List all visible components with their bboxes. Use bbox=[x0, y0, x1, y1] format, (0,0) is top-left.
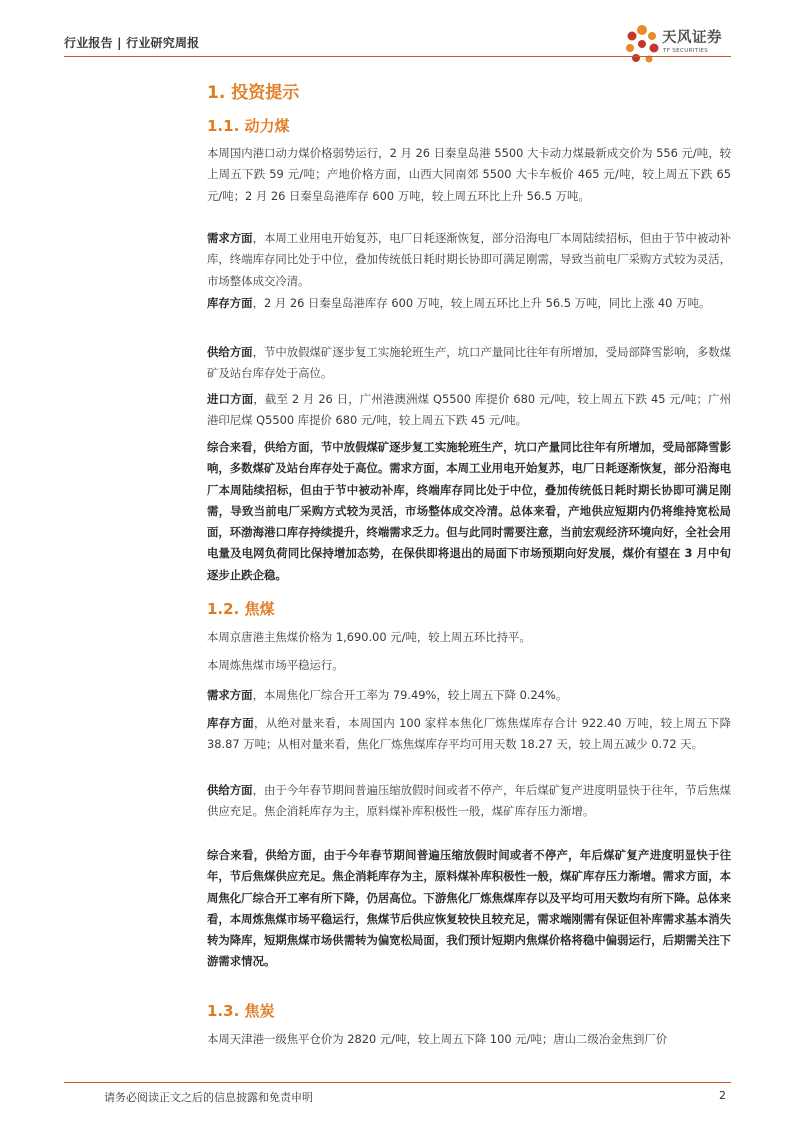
logo-chinese-name: 天风证券 bbox=[662, 30, 722, 46]
import-text: ，截至 2 月 26 日，广州港澳洲煤 Q5500 库提价 680 元/吨，较上周五下跌 45 元/吨；广州港印尼煤 Q5500 库提价 680 元/吨，较上周五下跌 45 元/吨。 bbox=[207, 392, 731, 428]
inventory-label: 库存方面 bbox=[207, 296, 253, 310]
subsection-coking-coal-title: 1.2. 焦煤 bbox=[207, 600, 275, 618]
thermal-coal-inventory-paragraph bbox=[207, 293, 731, 314]
coking-coal-inventory-paragraph bbox=[207, 713, 731, 756]
thermal-coal-summary-paragraph: 综合来看，供给方面，节中放假煤矿逐步复工实施轮班生产，坑口产量同比往年有所增加，受局部降雪影响，多数煤矿及站台库存处于高位。需求方面，本周工业用电开始复苏，电厂日耗逐渐恢复，部分沿海电厂本周陆续招标，但由于节中被动补库，终端库存同比处于中位，叠加传统低日耗时期长协即可满足刚需，导致当前电厂采购方式较为灵活，市场整体成交冷清。总体来看，产地供应短期内仍将维持宽松局面，环渤海港口库存持续提升，终端需求乏力。但与此同时需要注意，当前宏观经济环境向好，全社会用电量及电网负荷同比保持增加态势，在保供即将退出的局面下市场预期向好发展，煤价有望在 3 月中旬逐步止跌企稳。 bbox=[207, 440, 731, 582]
inventory-label: 库存方面 bbox=[207, 716, 255, 730]
logo-flower-icon bbox=[622, 22, 662, 66]
demand-text: ，本周焦化厂综合开工率为 79.49%，较上周五下降 0.24%。 bbox=[252, 688, 568, 702]
thermal-coal-import-paragraph bbox=[207, 389, 731, 432]
import-label: 进口方面 bbox=[207, 392, 254, 406]
logo-english-name: TF SECURITIES bbox=[663, 48, 709, 54]
demand-label: 需求方面 bbox=[207, 688, 253, 702]
supply-label: 供给方面 bbox=[207, 345, 253, 359]
section-title: 1. 投资提示 bbox=[207, 83, 300, 103]
thermal-coal-demand-paragraph bbox=[207, 228, 731, 292]
tf-securities-logo bbox=[622, 22, 734, 66]
supply-text: ，由于今年春节期间普遍压缩放假时间或者不停产，年后煤矿复产进度明显快于往年，节后焦煤供应充足。焦企消耗库存为主，原料煤补库积极性一般，煤矿库存压力渐增。 bbox=[207, 783, 731, 819]
footer-disclaimer: 请务必阅读正文之后的信息披露和免责申明 bbox=[104, 1091, 313, 1104]
inventory-text: ，从绝对量来看，本周国内 100 家样本焦化厂炼焦煤库存合计 922.40 万吨，较上周五下降 38.87 万吨；从相对量来看，焦化厂炼焦煤库存平均可用天数 18.27 天，较上周五减少 0.72 天。 bbox=[207, 716, 731, 752]
coking-coal-market-paragraph: 本周炼焦煤市场平稳运行。 bbox=[207, 658, 344, 672]
coking-coal-supply-paragraph bbox=[207, 780, 731, 823]
demand-label: 需求方面 bbox=[207, 231, 253, 245]
subsection-coke-title: 1.3. 焦炭 bbox=[207, 1002, 275, 1020]
thermal-coal-supply-paragraph bbox=[207, 342, 731, 385]
supply-text: ，节中放假煤矿逐步复工实施轮班生产，坑口产量同比往年有所增加，受局部降雪影响，多数煤矿及站台库存处于高位。 bbox=[207, 345, 731, 381]
footer-rule bbox=[64, 1082, 731, 1083]
inventory-text: ，2 月 26 日秦皇岛港库存 600 万吨，较上周五环比上升 56.5 万吨，同比上涨 40 万吨。 bbox=[252, 296, 711, 310]
coking-coal-summary-paragraph: 综合来看，供给方面，由于今年春节期间普遍压缩放假时间或者不停产，年后煤矿复产进度明显快于往年，节后焦煤供应充足。焦企消耗库存为主，原料煤补库积极性一般，煤矿库存压力渐增。需求方面，本周焦化厂综合开工率有所下降，仍居高位。下游焦化厂炼焦煤库存以及平均可用天数均有所下降。总体来看，本周炼焦煤市场平稳运行，焦煤节后供应恢复较快且较充足，需求端刚需有保证但补库需求基本消失转为降库，短期焦煤市场供需转为偏宽松局面，我们预计短期内焦煤价格将稳中偏弱运行，后期需关注下游需求情况。 bbox=[207, 848, 731, 969]
header-rule bbox=[64, 56, 731, 57]
coke-price-paragraph: 本周天津港一级焦平仓价为 2820 元/吨，较上周五下降 100 元/吨；唐山二级冶金焦到厂价 bbox=[207, 1032, 668, 1046]
coking-coal-price-paragraph: 本周京唐港主焦煤价格为 1,690.00 元/吨，较上周五环比持平。 bbox=[207, 630, 531, 644]
report-type-label: 行业报告 | 行业研究周报 bbox=[64, 36, 200, 50]
demand-text: ，本周工业用电开始复苏，电厂日耗逐渐恢复，部分沿海电厂本周陆续招标，但由于节中被动补库，终端库存同比处于中位，叠加传统低日耗时期长协即可满足刚需，导致当前电厂采购方式较为灵活，市场整体成交冷清。 bbox=[207, 231, 731, 288]
thermal-coal-price-paragraph: 本周国内港口动力煤价格弱势运行，2 月 26 日秦皇岛港 5500 大卡动力煤最新成交价为 556 元/吨，较上周五下跌 59 元/吨；产地价格方面，山西大同南郊 5500 大卡车板价 465 元/吨，较上周五下跌 65 元/吨；2 月 26 日秦皇岛港库存 600 万吨，较上周五环比上升 56.5 万吨。 bbox=[207, 146, 731, 203]
page-number: 2 bbox=[719, 1089, 726, 1102]
coking-coal-demand-paragraph bbox=[207, 685, 731, 706]
subsection-thermal-coal-title: 1.1. 动力煤 bbox=[207, 117, 290, 135]
supply-label: 供给方面 bbox=[207, 783, 253, 797]
